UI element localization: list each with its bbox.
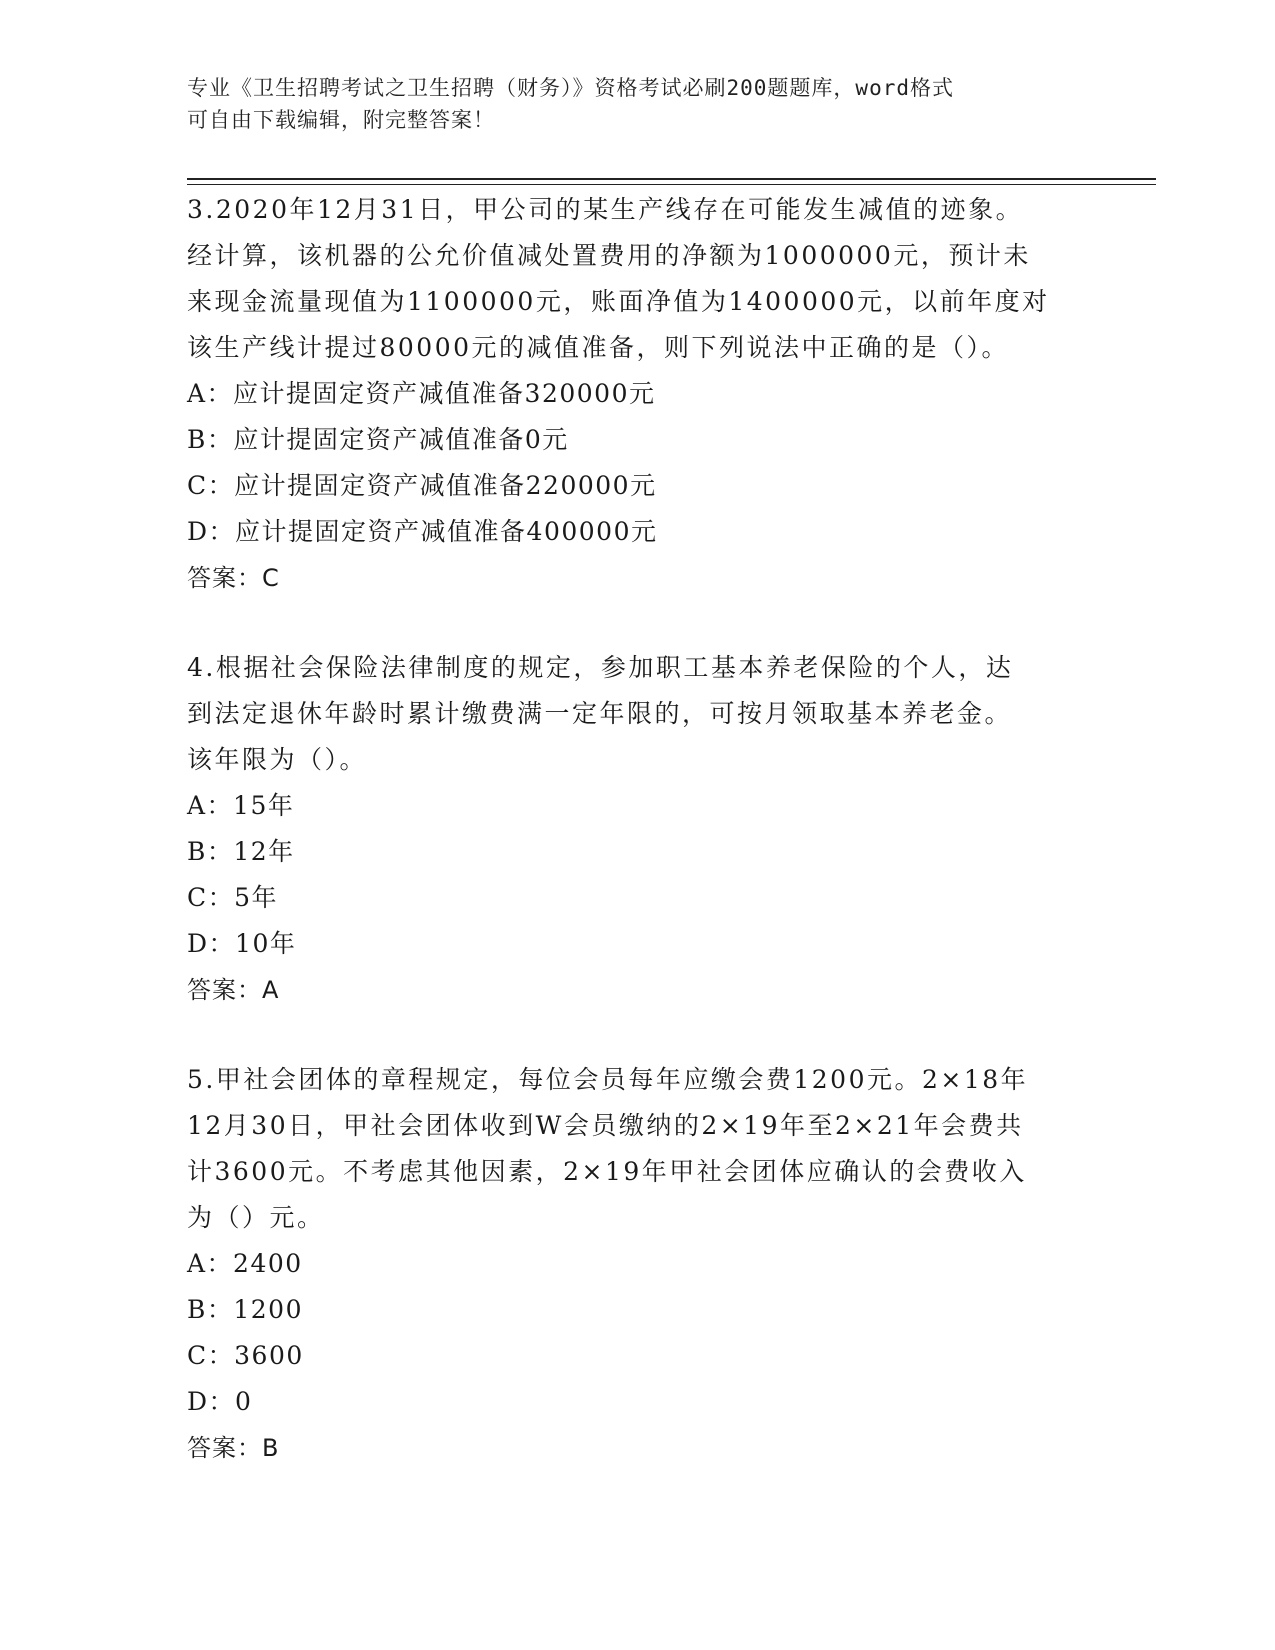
question-3 bbox=[187, 187, 1087, 601]
question-stem-line: 4.根据社会保险法律制度的规定，参加职工基本养老保险的个人，达 bbox=[187, 653, 1014, 682]
question-stem-line: 来现金流量现值为1100000元，账面净值为1400000元，以前年度对 bbox=[187, 287, 1050, 316]
question-list bbox=[187, 187, 1087, 1515]
option-a: A：2400 bbox=[187, 1249, 303, 1278]
question-stem-line: 12月30日，甲社会团体收到W会员缴纳的2×19年至2×21年会费共 bbox=[187, 1111, 1024, 1140]
answer-line: 答案：B bbox=[187, 1434, 280, 1462]
question-stem-line: 为（）元。 bbox=[187, 1203, 325, 1232]
option-d: D：10年 bbox=[187, 929, 297, 958]
header-divider-thin bbox=[187, 184, 1156, 185]
option-c: C：应计提固定资产减值准备220000元 bbox=[187, 471, 657, 500]
question-4 bbox=[187, 645, 1087, 1013]
option-c: C：5年 bbox=[187, 883, 279, 912]
option-b: B：应计提固定资产减值准备0元 bbox=[187, 425, 569, 454]
header-divider-thick bbox=[187, 178, 1156, 180]
option-d: D：0 bbox=[187, 1387, 253, 1416]
question-stem-line: 该年限为（）。 bbox=[187, 745, 368, 774]
option-a: A：应计提固定资产减值准备320000元 bbox=[187, 379, 656, 408]
answer-line: 答案：C bbox=[187, 564, 280, 592]
option-b: B：12年 bbox=[187, 837, 295, 866]
question-stem-line: 3.2020年12月31日，甲公司的某生产线存在可能发生减值的迹象。 bbox=[187, 195, 1024, 224]
question-stem-line: 计3600元。不考虑其他因素，2×19年甲社会团体应确认的会费收入 bbox=[187, 1157, 1027, 1186]
header-line-1: 专业《卫生招聘考试之卫生招聘（财务）》资格考试必刷200题题库，word格式 bbox=[187, 76, 954, 100]
question-stem-line: 经计算，该机器的公允价值减处置费用的净额为1000000元，预计未 bbox=[187, 241, 1031, 270]
option-c: C：3600 bbox=[187, 1341, 304, 1370]
question-stem-line: 5.甲社会团体的章程规定，每位会员每年应缴会费1200元。2×18年 bbox=[187, 1065, 1029, 1094]
header-line-2: 可自由下载编辑，附完整答案！ bbox=[187, 108, 495, 132]
answer-line: 答案：A bbox=[187, 976, 280, 1004]
question-stem-line: 到法定退休年龄时累计缴费满一定年限的，可按月领取基本养老金。 bbox=[187, 699, 1013, 728]
question-5 bbox=[187, 1057, 1087, 1471]
document-header bbox=[187, 72, 1087, 136]
option-d: D：应计提固定资产减值准备400000元 bbox=[187, 517, 658, 546]
option-b: B：1200 bbox=[187, 1295, 303, 1324]
question-stem-line: 该生产线计提过80000元的减值准备，则下列说法中正确的是（）。 bbox=[187, 333, 1010, 362]
option-a: A：15年 bbox=[187, 791, 295, 820]
